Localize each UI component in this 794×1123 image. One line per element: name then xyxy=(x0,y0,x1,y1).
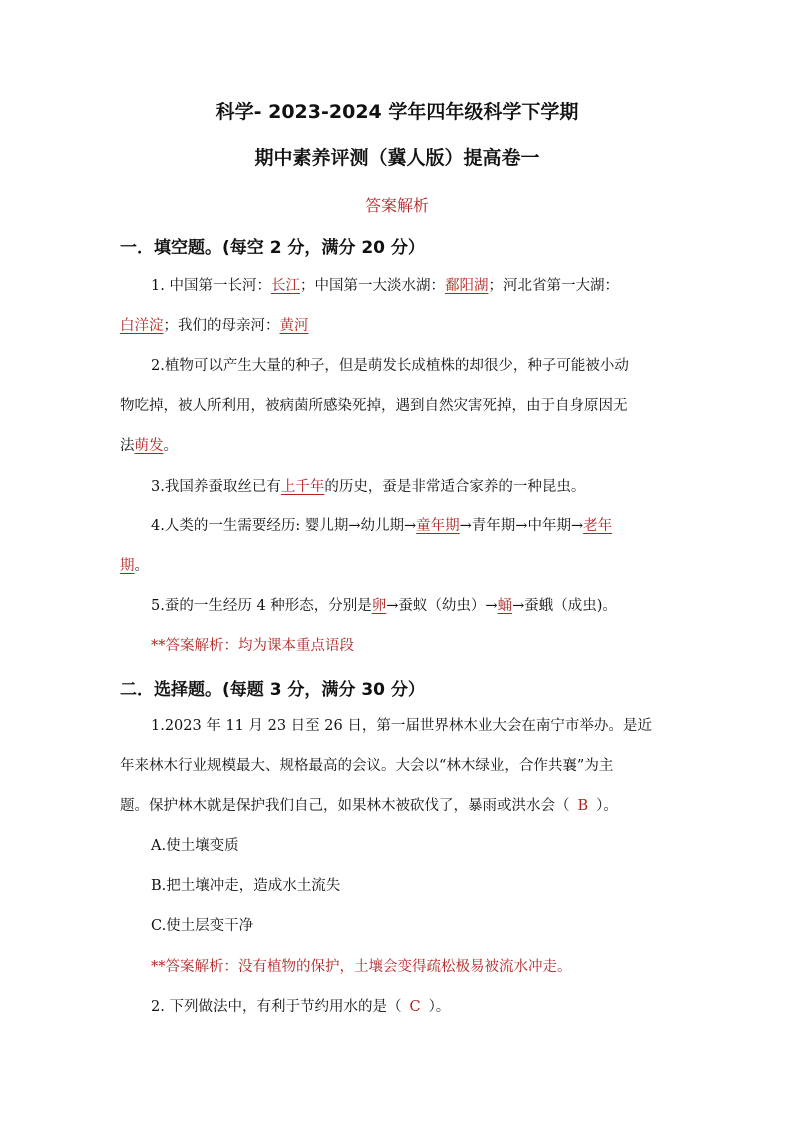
section1-heading: 一．填空题。(每空 2 分，满分 20 分） xyxy=(120,238,425,258)
s1-q1-text4: ；我们的母亲河： xyxy=(163,318,280,334)
s1-q2-line1: 2.植物可以产生大量的种子，但是萌发长成植株的却很少，种子可能被小动 xyxy=(151,358,629,374)
s1-q5-answer1: 卵 xyxy=(371,598,387,614)
s2-q1-line3 xyxy=(120,796,618,816)
s1-q4-text2: →青年期→中年期→ xyxy=(459,518,584,534)
s1-q3-line1 xyxy=(151,477,585,497)
s2-q1-line1: 1.2023 年 11 月 23 日至 26 日，第一届世界林木业大会在南宁市举办。是近 xyxy=(151,718,652,734)
document-title-line1: 科学- 2023-2024 学年四年级科学下学期 xyxy=(215,101,579,123)
s2-q2-text1: 2. 下列做法中，有利于节约用水的是（ xyxy=(151,999,402,1015)
s2-q2-text2: ）。 xyxy=(428,999,451,1015)
s1-q4-answer2a: 老年 xyxy=(583,518,613,534)
s2-q1-line2: 年来林木行业规模最大、规格最高的会议。大会以“林木绿业，合作共襄”为主 xyxy=(120,758,614,774)
s1-q2-answer1: 萌发 xyxy=(134,438,164,454)
s1-q5-answer2: 蛹 xyxy=(497,598,513,614)
s2-q1-option-a: A.使土壤变质 xyxy=(151,838,239,854)
s1-q5-text3: →蚕蛾（成虫)。 xyxy=(512,598,617,614)
s1-q1-answer2: 鄱阳湖 xyxy=(444,278,489,294)
s1-answer-note: **答案解析：均为课本重点语段 xyxy=(151,638,354,654)
s1-q5-text1: 5.蚕的一生经历 4 种形态，分别是 xyxy=(151,598,372,614)
s1-q1-answer3: 白洋淀 xyxy=(120,318,164,334)
s1-q1-line2 xyxy=(120,316,309,336)
s1-q2-line3 xyxy=(120,436,178,456)
s1-q2-text4: 。 xyxy=(163,438,178,454)
s1-q1-line1 xyxy=(151,276,619,296)
s1-q5-line1 xyxy=(151,596,617,616)
s2-q2-answer: C xyxy=(409,999,421,1015)
s1-q2-line2: 物吃掉，被人所利用，被病菌所感染死掉，遇到自然灾害死掉，由于自身原因无 xyxy=(120,398,628,414)
section2-heading: 二．选择题。(每题 3 分，满分 30 分） xyxy=(120,680,425,700)
s2-q1-option-c: C.使土层变干净 xyxy=(151,918,254,934)
s1-q4-text1: 4.人类的一生需要经历: 婴儿期→幼儿期→ xyxy=(151,518,417,534)
s2-q1-answer-note: **答案解析：没有植物的保护，土壤会变得疏松极易被流水冲走。 xyxy=(151,959,572,975)
s1-q1-text2: ；中国第一大淡水湖： xyxy=(299,278,445,294)
s2-q1-option-b: B.把土壤冲走，造成水土流失 xyxy=(151,878,341,894)
s1-q3-text1: 3.我国养蚕取丝已有 xyxy=(151,479,281,495)
answer-key-subtitle: 答案解析 xyxy=(364,196,429,215)
s2-q1-answer: B xyxy=(577,798,589,814)
s2-q1-text3: 题。保护林木就是保护我们自己，如果林木被砍伐了，暴雨或洪水会（ xyxy=(120,798,570,814)
s1-q1-answer4: 黄河 xyxy=(279,318,309,334)
s1-q1-answer1: 长江 xyxy=(270,278,300,294)
s1-q4-text3: 。 xyxy=(134,558,149,574)
document-title-line2: 期中素养评测（冀人版）提高卷一 xyxy=(254,147,540,169)
s1-q1-text1: 1. 中国第一长河： xyxy=(151,278,271,294)
s2-q1-text4: ）。 xyxy=(596,798,618,814)
s1-q2-text3: 法 xyxy=(120,438,135,454)
s1-q4-answer1: 童年期 xyxy=(416,518,460,534)
s1-q4-answer2b: 期 xyxy=(120,558,135,574)
s1-q5-text2: →蚕蚁（幼虫）→ xyxy=(386,598,498,614)
s1-q1-text3: ；河北省第一大湖： xyxy=(488,278,619,294)
s1-q3-text2: 的历史，蚕是非常适合家养的一种昆虫。 xyxy=(324,479,586,495)
s1-q4-line2 xyxy=(120,556,149,576)
s1-q3-answer1: 上千年 xyxy=(280,479,325,495)
s1-q4-line1 xyxy=(151,516,612,536)
s2-q2-line1 xyxy=(151,997,450,1017)
